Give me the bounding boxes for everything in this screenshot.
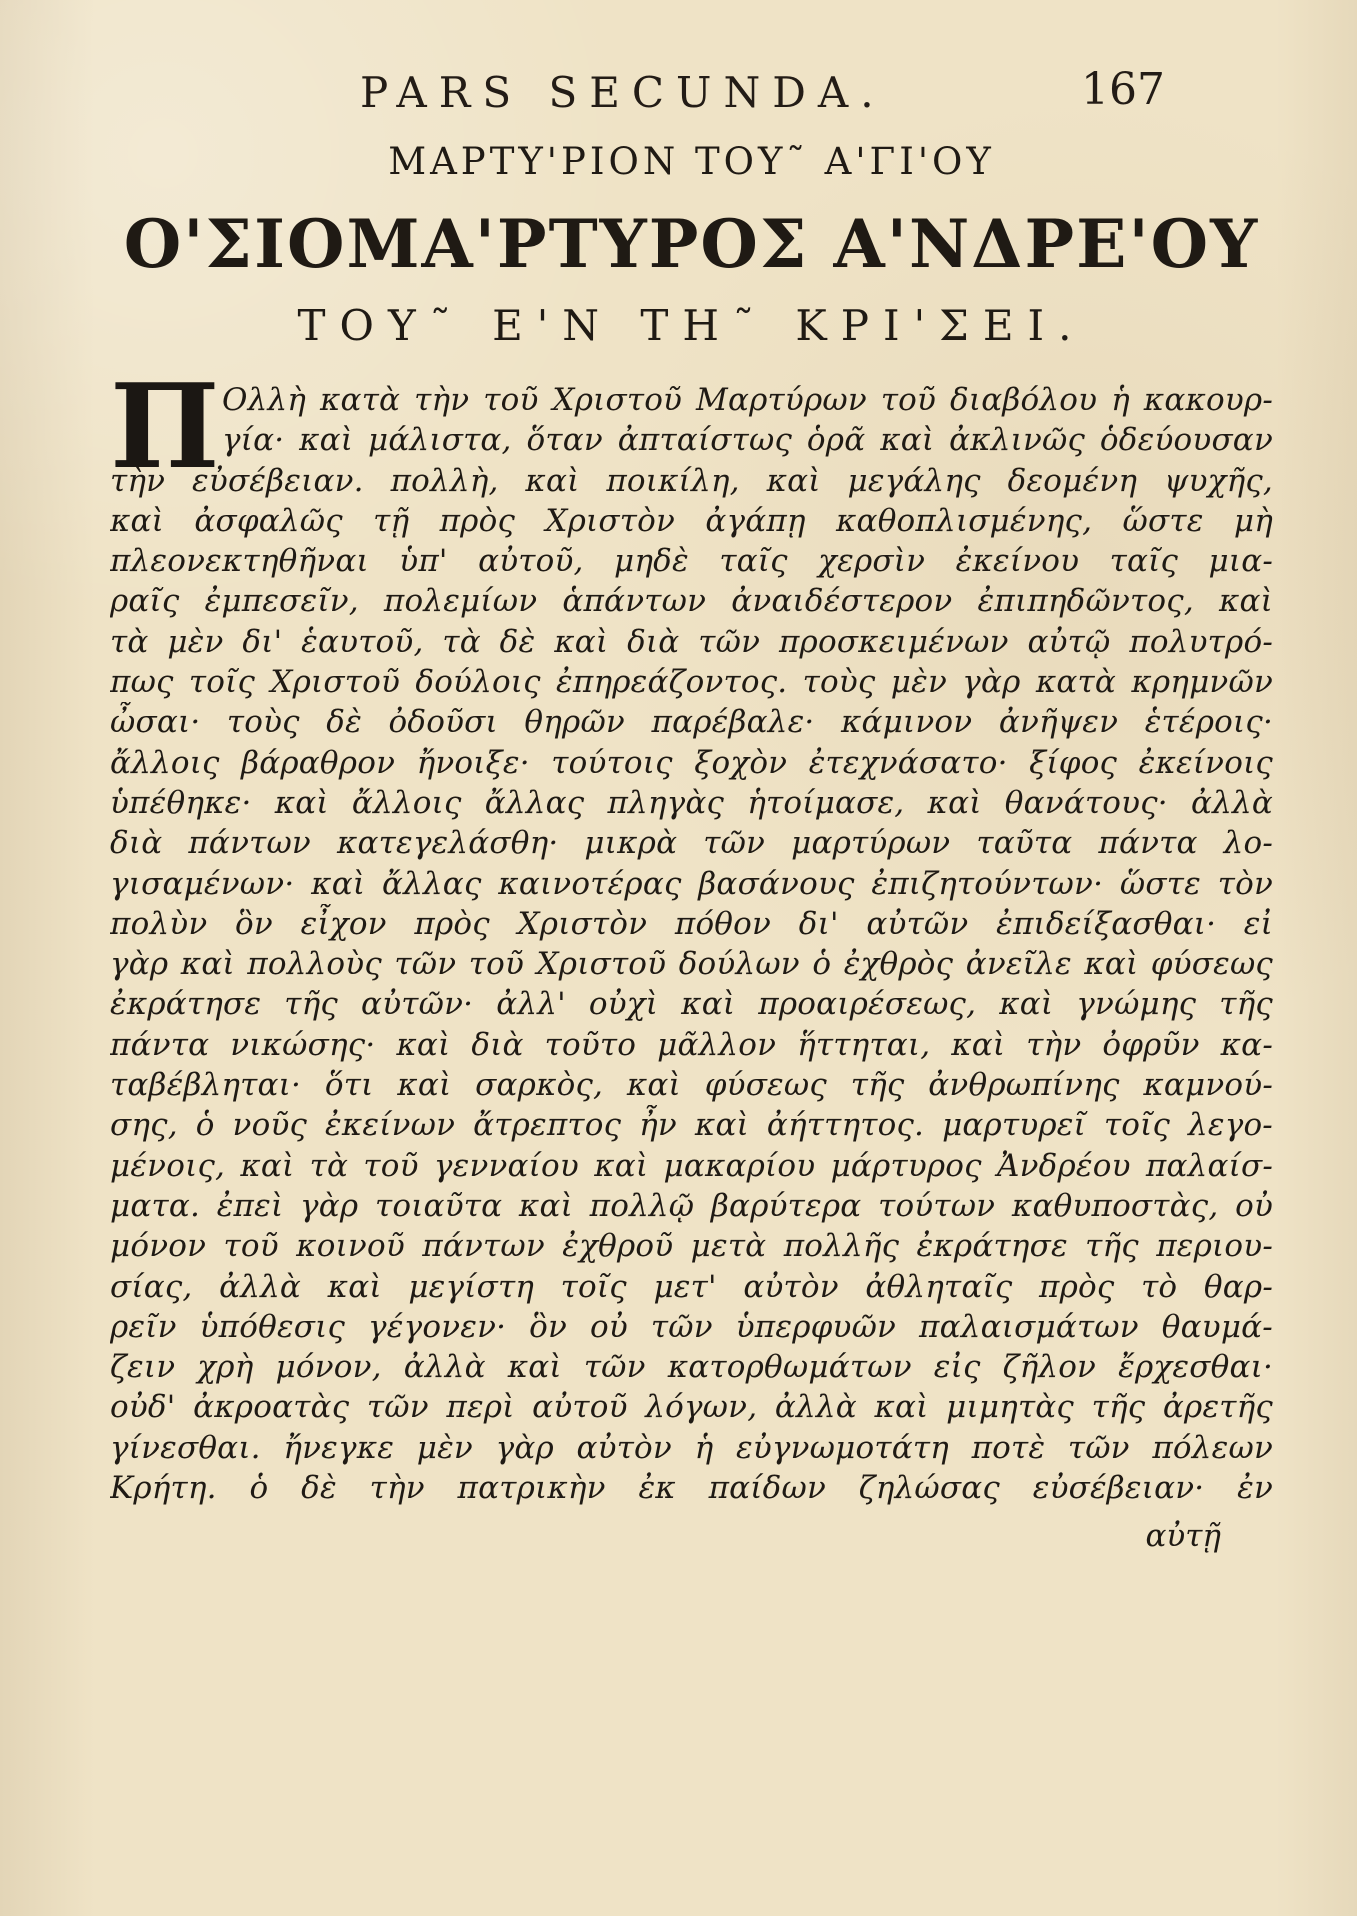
text-line-8: πως τοῖς Χριστοῦ δούλοις ἐπηρεάζοντος. τοὺς μὲν γὰρ κατὰ κρημνῶν <box>110 664 1273 701</box>
text-line-15: γὰρ καὶ πολλοὺς τῶν τοῦ Χριστοῦ δούλων ὁ ἐχθρὸς ἀνεῖλε καὶ φύσεως <box>110 946 1273 983</box>
text-line-27: γίνεσθαι. ἤνεγκε μὲν γὰρ αὐτὸν ἡ εὐγνωμοτάτη ποτὲ τῶν πόλεων <box>110 1429 1273 1466</box>
text-line-1: Ολλὴ κατὰ τὴν τοῦ Χριστοῦ Μαρτύρων τοῦ διαβόλου ἡ κακουρ- <box>222 382 1273 418</box>
text-line-24: ρεῖν ὑπόθεσις γέγονεν· ὃν οὐ τῶν ὑπερφυῶν παλαισμάτων θαυμά- <box>110 1308 1273 1345</box>
text-line-21: ματα. ἐπεὶ γὰρ τοιαῦτα καὶ πολλῷ βαρύτερα τούτων καθυποστὰς, οὐ <box>110 1187 1273 1224</box>
text-line-23: σίας, ἀλλὰ καὶ μεγίστη τοῖς μετ' αὐτὸν ἀθληταῖς πρὸς τὸ θαρ- <box>110 1268 1273 1305</box>
title-line-2: Ο'ΣΙΟΜΑ'ΡΤΥΡΟΣ Α'ΝΔΡΕ'ΟΥ <box>123 205 1260 283</box>
text-line-19: σης, ὁ νοῦς ἐκείνων ἄτρεπτος ἦν καὶ ἀήττητος. μαρτυρεῖ τοῖς λεγο- <box>110 1107 1273 1144</box>
text-line-7: τὰ μὲν δι' ἑαυτοῦ, τὰ δὲ καὶ διὰ τῶν προσκειμένων αὐτῷ πολυτρό- <box>110 623 1273 660</box>
text-line-28: Κρήτη. ὁ δὲ τὴν πατρικὴν ἐκ παίδων ζηλώσας εὐσέβειαν· ἐν <box>110 1470 1273 1507</box>
text-line-17: πάντα νικώσης· καὶ διὰ τοῦτο μᾶλλον ἥττηται, καὶ τὴν ὀφρῦν κα- <box>110 1026 1273 1063</box>
text-line-26: οὐδ' ἀκροατὰς τῶν περὶ αὐτοῦ λόγων, ἀλλὰ καὶ μιμητὰς τῆς ἀρετῆς <box>110 1389 1273 1426</box>
running-header <box>110 64 1273 122</box>
text-line-25: ζειν χρὴ μόνον, ἀλλὰ καὶ τῶν κατορθωμάτων εἰς ζῆλον ἔρχεσθαι· <box>110 1349 1273 1386</box>
text-line-3: τὴν εὐσέβειαν. πολλὴ, καὶ ποικίλη, καὶ μεγάλης δεομένη ψυχῆς, <box>110 462 1273 499</box>
text-line-18: ταβέβληται· ὅτι καὶ σαρκὸς, καὶ φύσεως τῆς ἀνθρωπίνης καμνού- <box>110 1067 1273 1104</box>
page-number: 167 <box>1081 64 1165 115</box>
title-line-1: ΜΑΡΤΥ'ΡΙΟΝ ΤΟΥ˜ Α'ΓΙ'ΟΥ <box>388 140 995 183</box>
running-title: PARS SECUNDA. <box>360 68 886 117</box>
text-line-6: ραῖς ἐμπεσεῖν, πολεμίων ἁπάντων ἀναιδέστερον ἐπιπηδῶντος, καὶ <box>110 583 1273 620</box>
body-text <box>110 359 1273 1508</box>
text-line-13: γισαμένων· καὶ ἄλλας καινοτέρας βασάνους ἐπιζητούντων· ὥστε τὸν <box>110 865 1273 902</box>
text-line-10: ἄλλοις βάραθρον ἤνοιξε· τούτοις ξοχὸν ἐτεχνάσατο· ξίφος ἐκείνοις <box>110 744 1273 781</box>
drop-cap: Π <box>110 359 220 495</box>
title-line-3: ΤΟΥ˜ Ε'Ν ΤΗ˜ ΚΡΙ'ΣΕΙ. <box>297 301 1086 350</box>
text-line-11: ὑπέθηκε· καὶ ἄλλοις ἄλλας πληγὰς ἡτοίμασε, καὶ θανάτους· ἀλλὰ <box>110 784 1273 821</box>
text-line-2: γία· καὶ μάλιστα, ὅταν ἀπταίστως ὁρᾶ καὶ ἀκλινῶς ὁδεύουσαν <box>222 422 1273 459</box>
text-line-14: πολὺν ὃν εἶχον πρὸς Χριστὸν πόθον δι' αὐτῶν ἐπιδείξασθαι· εἰ <box>110 905 1273 942</box>
catchword: αὐτῇ <box>1145 1518 1221 1555</box>
text-line-20: μένοις, καὶ τὰ τοῦ γενναίου καὶ μακαρίου μάρτυρος Ἀνδρέου παλαίσ- <box>110 1147 1273 1184</box>
title-block <box>110 140 1273 350</box>
text-line-22: μόνον τοῦ κοινοῦ πάντων ἐχθροῦ μετὰ πολλῆς ἐκράτησε τῆς περιου- <box>110 1228 1273 1265</box>
text-line-9: ὦσαι· τοὺς δὲ ὀδοῦσι θηρῶν παρέβαλε· κάμινον ἀνῆψεν ἑτέροις· <box>110 704 1273 741</box>
text-line-12: διὰ πάντων κατεγελάσθη· μικρὰ τῶν μαρτύρων ταῦτα πάντα λο- <box>110 825 1273 862</box>
text-line-16: ἐκράτησε τῆς αὐτῶν· ἀλλ' οὐχὶ καὶ προαιρέσεως, καὶ γνώμης τῆς <box>110 986 1273 1023</box>
text-line-4: καὶ ἀσφαλῶς τῇ πρὸς Χριστὸν ἀγάπῃ καθοπλισμένης, ὥστε μὴ <box>110 502 1273 539</box>
text-line-5: πλεονεκτηθῆναι ὑπ' αὐτοῦ, μηδὲ ταῖς χερσὶν ἐκείνου ταῖς μια- <box>110 543 1273 580</box>
